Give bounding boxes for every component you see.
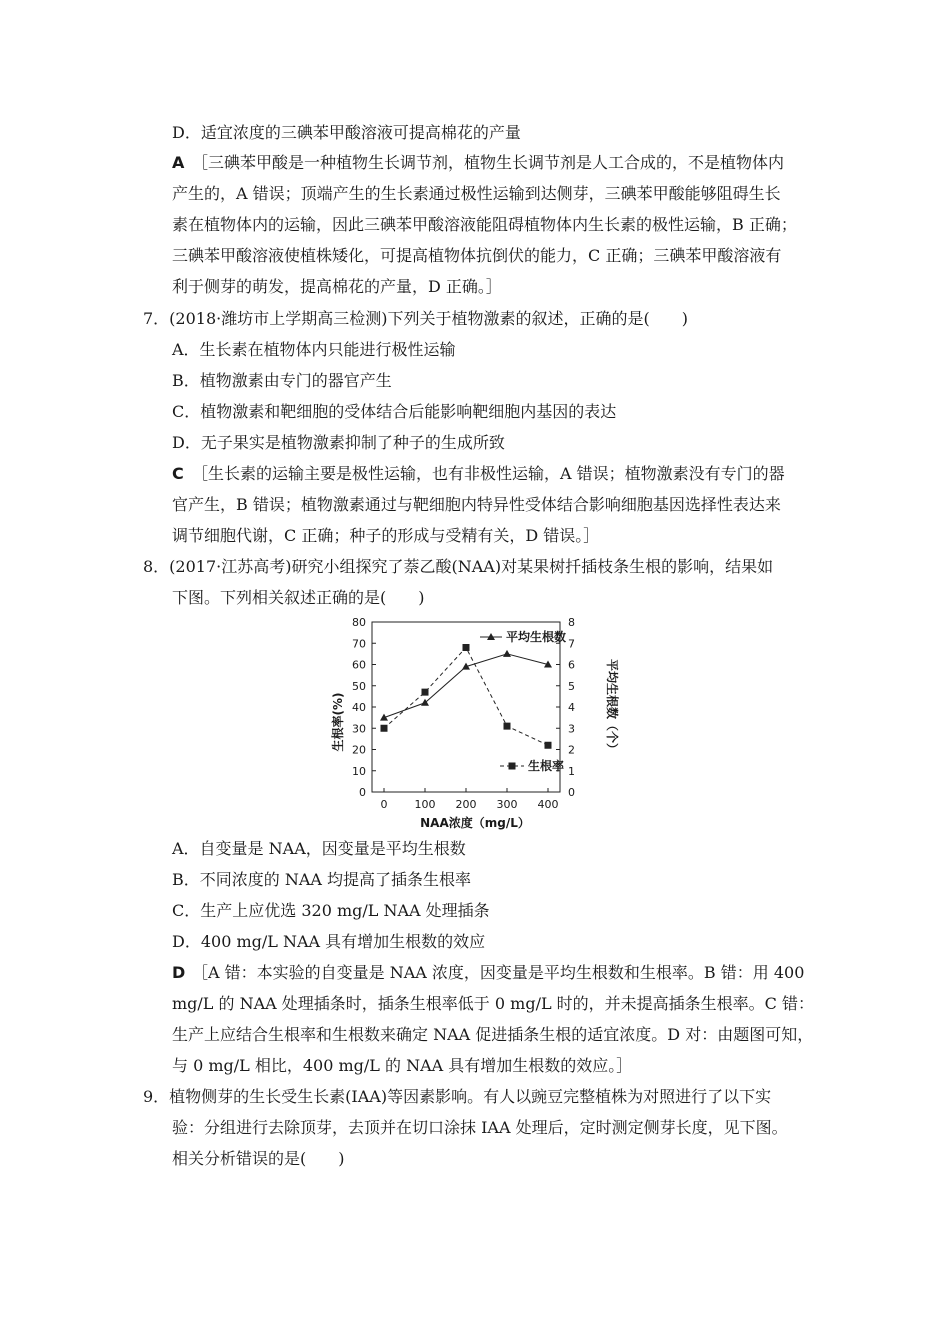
q7-stem: 7．(2018·潍坊市上学期高三检测)下列关于植物激素的叙述，正确的是( ) <box>143 309 688 328</box>
x-axis-label: NAA浓度（mg/L） <box>420 816 530 830</box>
q9-stem-line: 验：分组进行去除顶芽，去顶并在切口涂抹 IAA 处理后，定时测定侧芽长度，见下图。 <box>172 1118 788 1137</box>
x-tick-label: 300 <box>496 798 518 811</box>
q8-explanation-line: ［A 错：本实验的自变量是 NAA 浓度，因变量是平均生根数和生根率。B 错：用 400 <box>192 963 805 982</box>
y-right-axis-label: 平均生根数（个） <box>605 658 619 756</box>
q8-option-c: C．生产上应优选 320 mg/L NAA 处理插条 <box>172 901 490 920</box>
q6-explanation-line: 利于侧芽的萌发，提高棉花的产量，D 正确。］ <box>172 277 502 296</box>
y-left-tick-label: 0 <box>359 786 366 799</box>
data-point-rooting-rate <box>504 723 511 730</box>
q7-option-b: B．植物激素由专门的器官产生 <box>172 371 392 390</box>
chart-legend <box>480 629 566 773</box>
x-tick-label: 200 <box>455 798 477 811</box>
data-point-rooting-rate <box>545 742 552 749</box>
q7-option-c: C．植物激素和靶细胞的受体结合后能影响靶细胞内基因的表达 <box>172 402 617 421</box>
y-left-tick-label: 30 <box>352 722 366 736</box>
y-right-tick-label: 0 <box>568 786 575 799</box>
y-right-tick-label: 4 <box>568 701 575 714</box>
q7-explanation-line: 调节细胞代谢，C 正确；种子的形成与受精有关，D 错误。］ <box>172 526 600 545</box>
y-left-axis-label: 生根率(%) <box>331 692 345 752</box>
y-right-tick-label: 3 <box>568 722 575 736</box>
q9-stem-line: 9．植物侧芽的生长受生长素(IAA)等因素影响。有人以豌豆完整植株为对照进行了以下实 <box>143 1087 772 1106</box>
data-point-rooting-rate <box>381 725 388 732</box>
q8-option-a: A．自变量是 NAA，因变量是平均生根数 <box>172 839 466 858</box>
y-left-tick-label: 60 <box>352 658 366 672</box>
data-point-rooting-rate <box>422 689 429 696</box>
y-right-tick-label: 5 <box>568 679 575 693</box>
y-left-tick-label: 20 <box>352 743 366 757</box>
chart-series <box>380 644 552 749</box>
q6-explanation-line: ［三碘苯甲酸是一种植物生长调节剂，植物生长调节剂是人工合成的，不是植物体内 <box>192 153 785 172</box>
q8-answer-letter: D <box>172 963 186 982</box>
y-left-tick-label: 10 <box>352 764 366 778</box>
series-line-rooting-rate <box>384 648 548 746</box>
data-point-rooting-rate <box>463 644 470 651</box>
y-left-tick-label: 50 <box>352 679 366 693</box>
q6-answer-letter: A <box>172 153 185 172</box>
legend-label-avg-roots: 平均生根数 <box>506 630 567 644</box>
q8-stem-line: 8．(2017·江苏高考)研究小组探究了萘乙酸(NAA)对某果树扦插枝条生根的影响，结果如 <box>143 557 774 576</box>
q9-stem-line: 相关分析错误的是( ) <box>172 1149 345 1168</box>
y-left-tick-label: 40 <box>352 701 366 714</box>
q6-explanation-line: 三碘苯甲酸溶液使植株矮化，可提高植物体抗倒伏的能力，C 正确；三碘苯甲酸溶液有 <box>172 246 782 265</box>
q8-explanation-line: mg/L 的 NAA 处理插条时，插条生根率低于 0 mg/L 时的，并未提高插条生根率。C 错： <box>172 994 814 1013</box>
q8-option-b: B．不同浓度的 NAA 均提高了插条生根率 <box>172 870 472 889</box>
naa-rooting-chart <box>330 612 620 834</box>
q7-explanation-line: ［生长素的运输主要是极性运输，也有非极性运输，A 错误；植物激素没有专门的器 <box>192 464 785 483</box>
y-right-tick-label: 1 <box>568 764 575 778</box>
y-right-tick-label: 7 <box>568 637 575 651</box>
q7-option-d: D．无子果实是植物激素抑制了种子的生成所致 <box>172 433 505 452</box>
y-left-tick-label: 80 <box>352 616 366 629</box>
y-left-tick-label: 70 <box>352 637 366 651</box>
legend-label-rooting-rate: 生根率 <box>528 759 565 773</box>
x-tick-label: 100 <box>414 798 436 811</box>
y-right-tick-label: 6 <box>568 658 575 672</box>
q6-explanation-line: 素在植物体内的运输，因此三碘苯甲酸溶液能阻碍植物体内生长素的极性运输，B 正确； <box>172 215 797 234</box>
q8-explanation-line: 生产上应结合生根率和生根数来确定 NAA 促进插条生根的适宜浓度。D 对：由题图可知， <box>172 1025 814 1044</box>
legend-marker-rooting-rate <box>509 763 516 770</box>
q8-explanation-line: 与 0 mg/L 相比，400 mg/L 的 NAA 具有增加生根数的效应。］ <box>172 1056 633 1075</box>
q7-option-a: A．生长素在植物体内只能进行极性运输 <box>172 340 456 359</box>
y-right-tick-label: 2 <box>568 743 575 757</box>
q8-stem-line: 下图。下列相关叙述正确的是( ) <box>172 588 425 607</box>
q6-option-d: D．适宜浓度的三碘苯甲酸溶液可提高棉花的产量 <box>172 123 521 142</box>
x-tick-label: 0 <box>380 798 388 811</box>
data-point-avg-roots <box>503 650 511 657</box>
y-right-tick-label: 8 <box>568 616 575 629</box>
q6-explanation-line: 产生的，A 错误；顶端产生的生长素通过极性运输到达侧芽，三碘苯甲酸能够阻碍生长 <box>172 184 781 203</box>
q8-option-d: D．400 mg/L NAA 具有增加生根数的效应 <box>172 932 486 951</box>
x-tick-label: 400 <box>537 798 559 811</box>
q7-answer-letter: C <box>172 464 184 483</box>
q7-explanation-line: 官产生，B 错误；植物激素通过与靶细胞内特异性受体结合影响细胞基因选择性表达来 <box>172 495 781 514</box>
